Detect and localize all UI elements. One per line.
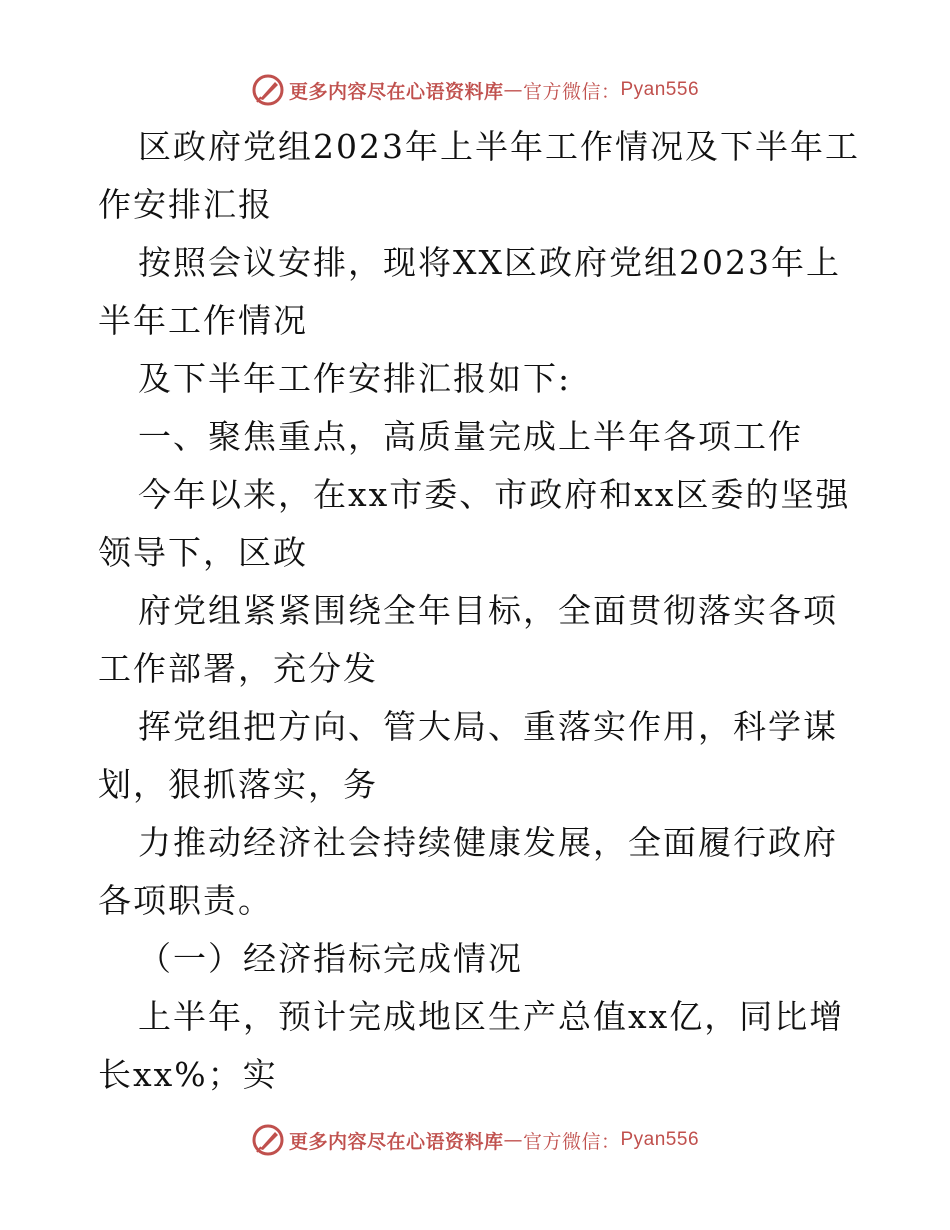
paragraph: 按照会议安排，现将XX区政府党组2023年上半年工作情况 <box>98 243 841 340</box>
paragraph: 上半年，预计完成地区生产总值xx亿，同比增长xx%；实 <box>98 997 845 1094</box>
document-body <box>98 118 868 1104</box>
paragraph: 及下半年工作安排汇报如下: <box>138 359 572 398</box>
banner-separator: — <box>503 1129 523 1151</box>
banner-brand-text: 更多内容尽在心语资料库 <box>288 1130 504 1153</box>
paragraph: 力推动经济社会持续健康发展，全面履行政府各项职责。 <box>98 823 838 920</box>
header-watermark-banner <box>0 70 950 110</box>
banner-brand-text: 更多内容尽在心语资料库 <box>288 80 504 103</box>
section-heading: 一、聚焦重点，高质量完成上半年各项工作 <box>138 417 803 456</box>
banner-separator: — <box>503 79 523 101</box>
banner-wechat-label: 官方微信： <box>522 80 621 103</box>
banner-wechat-label: 官方微信： <box>522 1130 621 1153</box>
quill-logo-icon <box>251 73 285 107</box>
paragraph: 府党组紧紧围绕全年目标，全面贯彻落实各项工作部署，充分发 <box>98 591 838 688</box>
paragraph: 今年以来，在xx市委、市政府和xx区委的坚强领导下，区政 <box>98 475 851 572</box>
document-title: 区政府党组2023年上半年工作情况及下半年工作安排汇报 <box>98 127 860 224</box>
paragraph: 挥党组把方向、管大局、重落实作用，科学谋划，狠抓落实，务 <box>98 707 838 804</box>
subsection-heading: （一）经济指标完成情况 <box>138 939 523 978</box>
footer-watermark-banner <box>0 1120 950 1160</box>
banner-wechat-handle: Pyan556 <box>620 1129 700 1150</box>
banner-wechat-handle: Pyan556 <box>620 79 700 100</box>
quill-logo-icon <box>251 1123 285 1157</box>
